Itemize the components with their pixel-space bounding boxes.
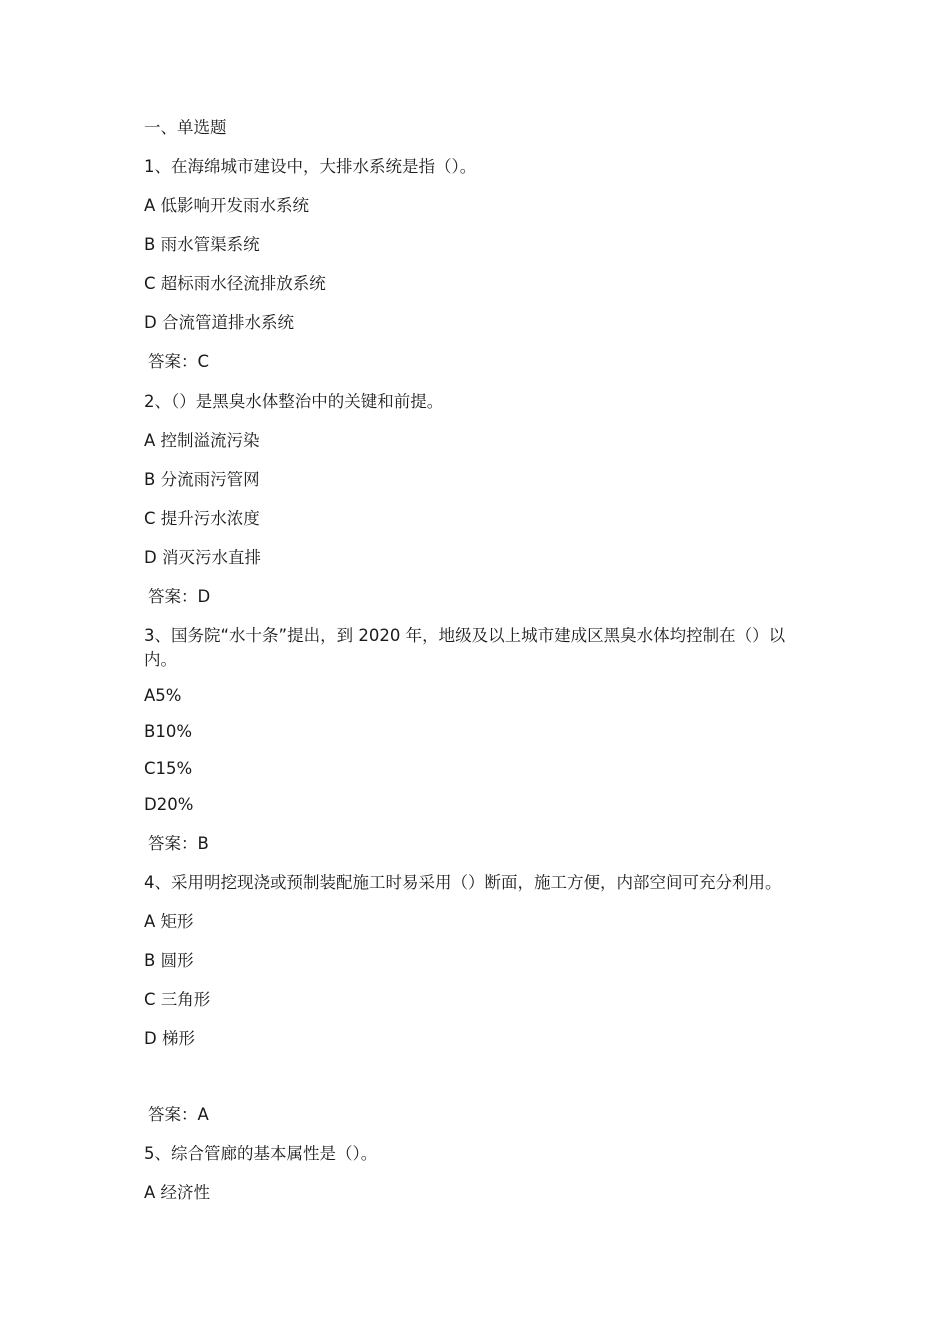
- question-5-stem: 5、综合管廊的基本属性是（）。: [144, 1144, 378, 1163]
- question-2-stem: 2、（）是黑臭水体整治中的关键和前提。: [144, 392, 444, 411]
- question-2-option-d: D 消灭污水直排: [144, 548, 261, 567]
- question-4-answer: 答案：A: [148, 1105, 209, 1124]
- question-2-option-a: A 控制溢流污染: [144, 431, 260, 450]
- question-1-stem: 1、在海绵城市建设中，大排水系统是指（）。: [144, 157, 477, 176]
- question-1-answer: 答案：C: [148, 352, 210, 371]
- question-3-option-b: B10%: [144, 722, 192, 741]
- question-1-option-c: C 超标雨水径流排放系统: [144, 274, 326, 293]
- question-5-option-a: A 经济性: [144, 1183, 211, 1202]
- section-title: 一、单选题: [144, 118, 227, 137]
- question-3-option-d: D20%: [144, 795, 194, 814]
- question-2-option-b: B 分流雨污管网: [144, 470, 260, 489]
- question-3-stem: 3、国务院“水十条”提出，到 2020 年，地级及以上城市建成区黑臭水体均控制在（）以内。: [144, 626, 786, 669]
- question-4-option-c: C 三角形: [144, 990, 211, 1009]
- question-4-stem: 4、采用明挖现浇或预制装配施工时易采用（）断面，施工方便，内部空间可充分利用。: [144, 873, 782, 892]
- question-1-option-b: B 雨水管渠系统: [144, 235, 260, 254]
- question-4-option-b: B 圆形: [144, 951, 194, 970]
- question-3-option-c: C15%: [144, 759, 193, 778]
- question-2-option-c: C 提升污水浓度: [144, 509, 260, 528]
- question-2-answer: 答案：D: [148, 587, 211, 606]
- question-1-option-a: A 低影响开发雨水系统: [144, 196, 310, 215]
- question-4-option-d: D 梯形: [144, 1029, 195, 1048]
- question-3-option-a: A5%: [144, 686, 182, 705]
- question-3-answer: 答案：B: [148, 834, 209, 853]
- question-4-option-a: A 矩形: [144, 912, 194, 931]
- question-1-option-d: D 合流管道排水系统: [144, 313, 294, 332]
